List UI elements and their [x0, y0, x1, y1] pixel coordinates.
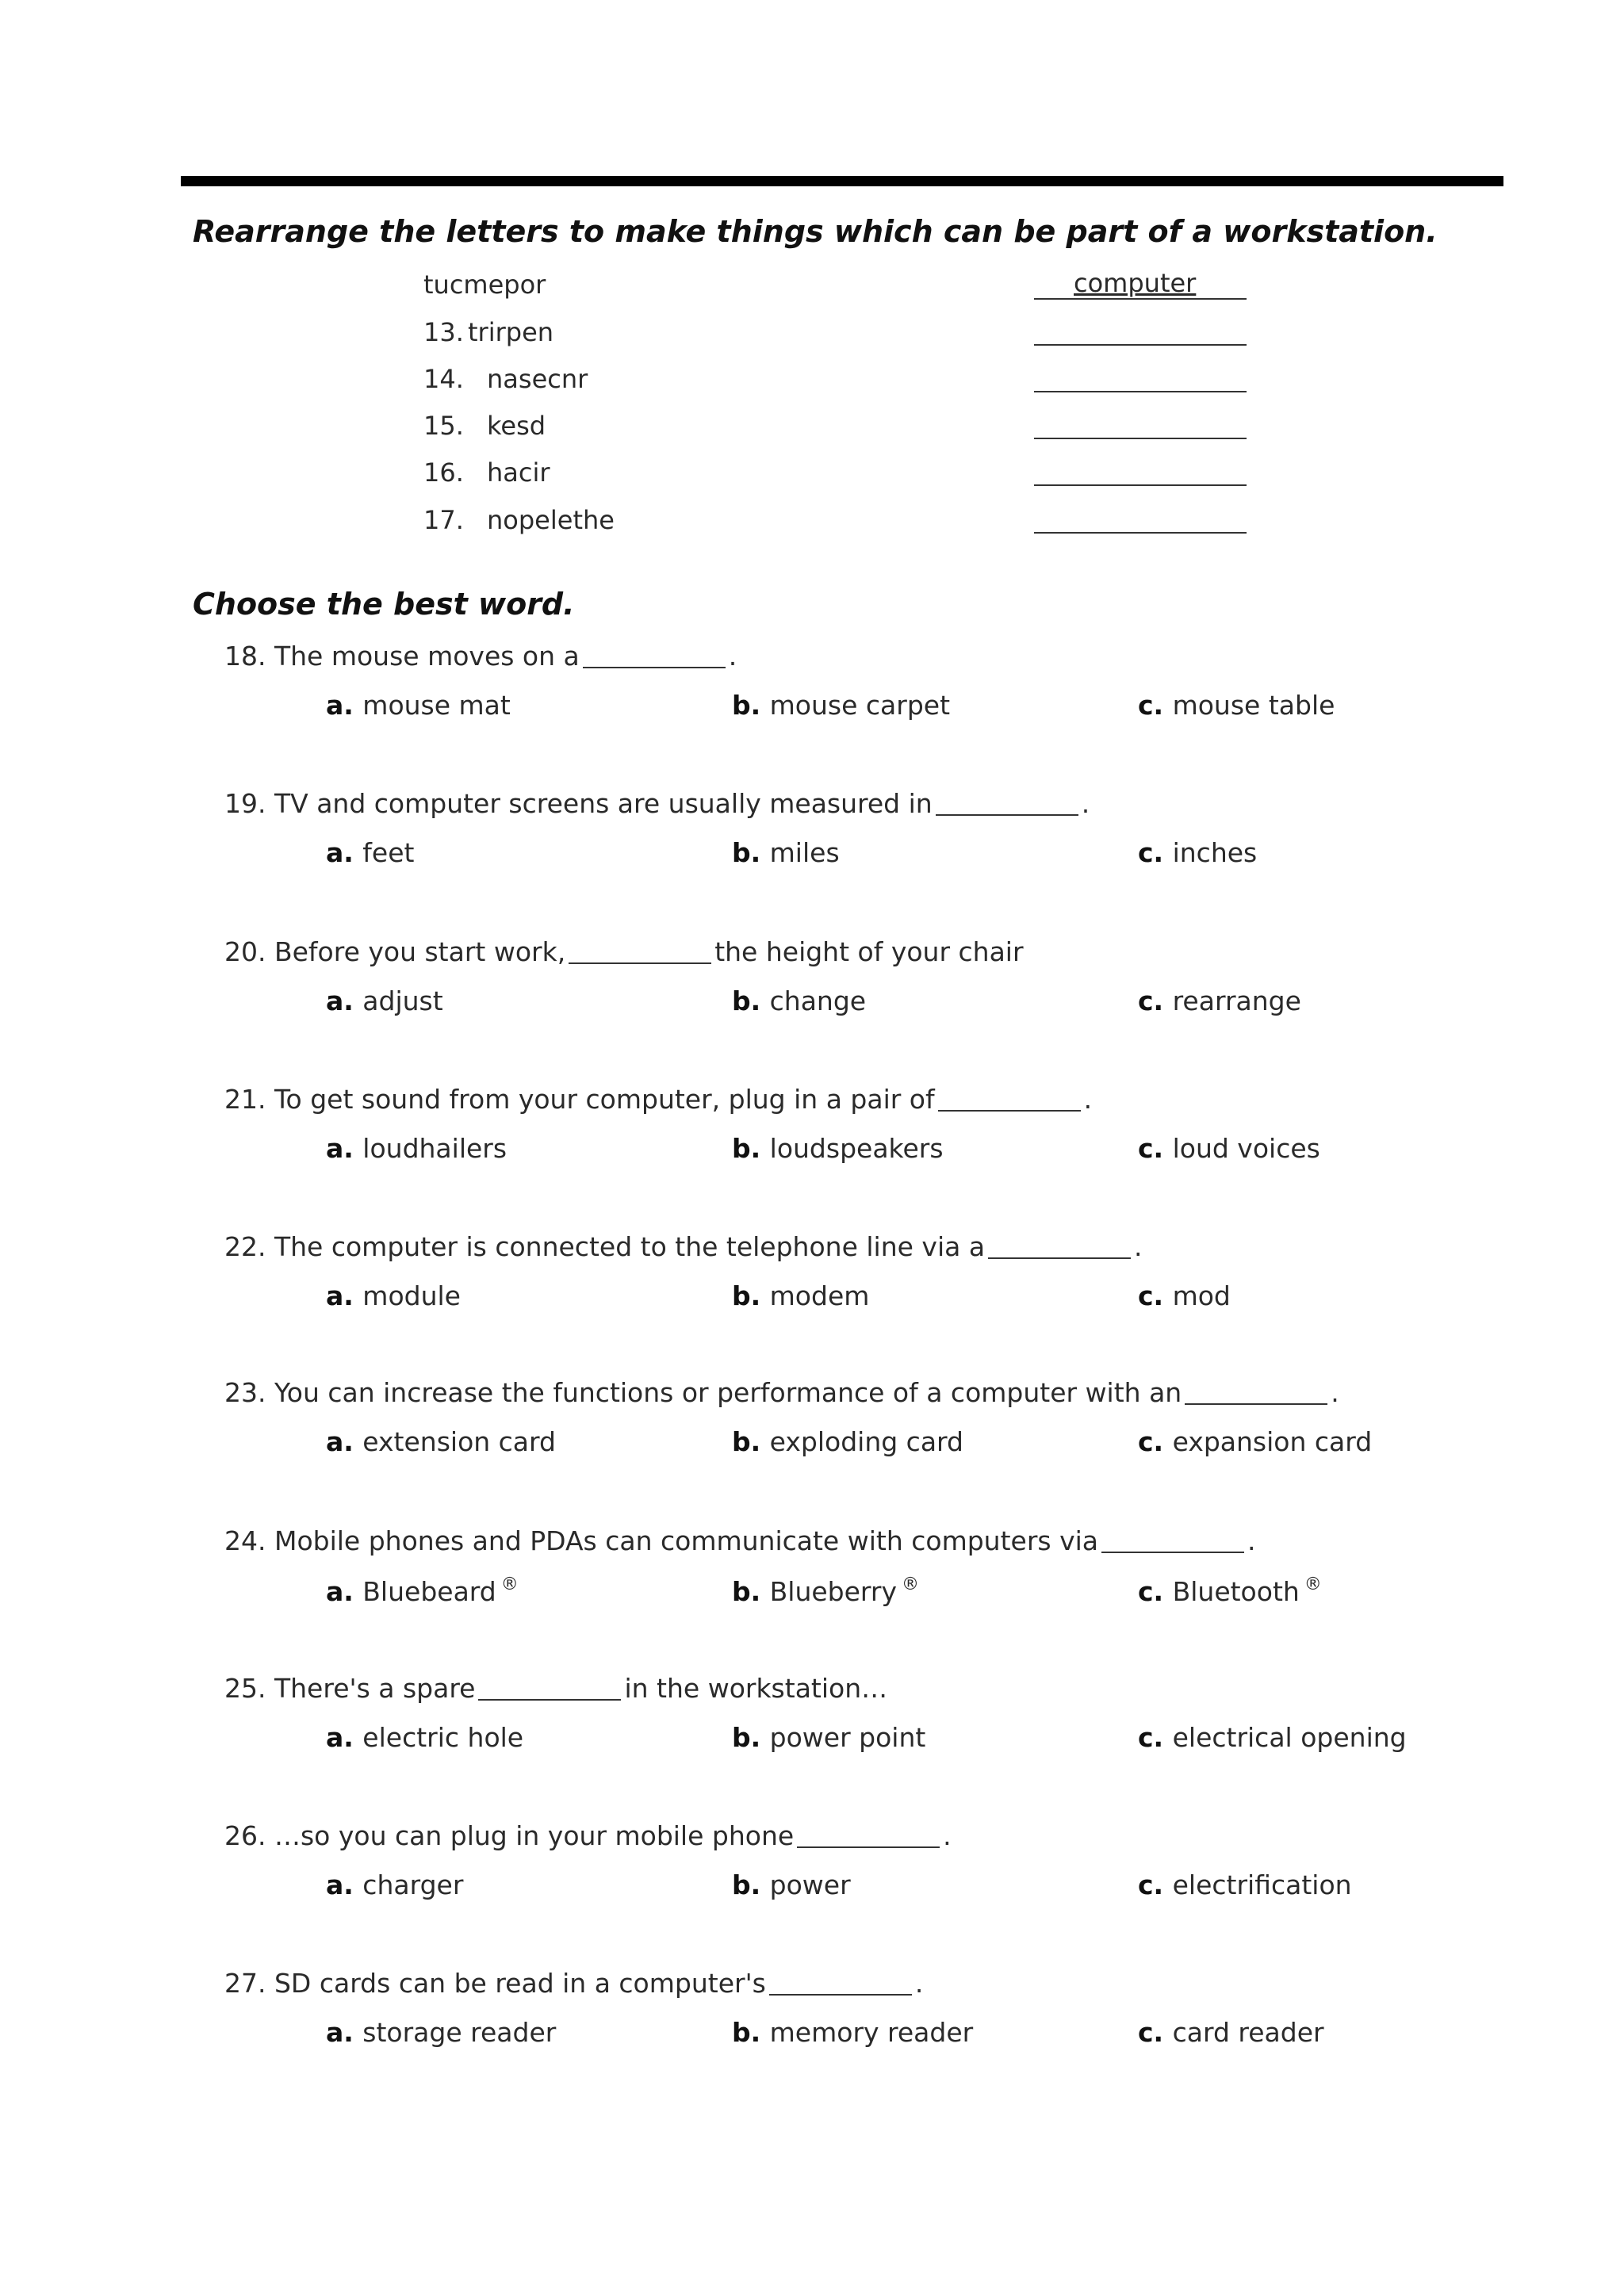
option-letter: b. [732, 690, 770, 721]
option-a[interactable] [326, 1133, 507, 1164]
question-stem: There's a spare [274, 1673, 476, 1704]
option-letter: b. [732, 1869, 770, 1900]
option-text: mouse carpet [769, 690, 951, 721]
option-text: extension card [362, 1426, 556, 1457]
question-21 [224, 1084, 1509, 1187]
question-22 [224, 1231, 1509, 1334]
scramble-number: 13. [423, 317, 464, 347]
option-letter: b. [732, 1426, 770, 1457]
question-stem: Mobile phones and PDAs can communicate with computers via [274, 1525, 1098, 1556]
question-stem-end: . [1134, 1231, 1143, 1262]
option-b[interactable] [732, 1575, 919, 1607]
option-a[interactable] [326, 1280, 461, 1311]
question-stem-end: the height of your chair [714, 936, 1024, 967]
scramble-example-row [423, 270, 1248, 309]
option-b[interactable] [732, 2017, 973, 2048]
option-a[interactable] [326, 690, 511, 721]
answer-blank[interactable] [478, 1699, 621, 1701]
option-text: electric hole [362, 1722, 524, 1753]
option-letter: b. [732, 985, 770, 1016]
option-text: miles [769, 837, 840, 868]
scramble-row [423, 317, 1248, 357]
question-stem: The computer is connected to the telephone line via a [274, 1231, 986, 1262]
answer-blank[interactable] [938, 1110, 1081, 1112]
option-letter: a. [326, 1280, 363, 1311]
option-text: power point [769, 1722, 926, 1753]
question-text [224, 641, 737, 672]
option-letter: b. [732, 837, 770, 868]
option-a[interactable] [326, 2017, 556, 2048]
question-number: 25. [224, 1673, 274, 1704]
answer-blank[interactable] [1034, 484, 1247, 486]
option-text: adjust [362, 985, 443, 1016]
option-letter: b. [732, 1280, 770, 1311]
option-letter: a. [326, 2017, 363, 2048]
option-b[interactable] [732, 1280, 869, 1311]
option-letter: a. [326, 1869, 363, 1900]
question-stem-end: . [914, 1968, 924, 1999]
question-18 [224, 641, 1509, 744]
option-text: Blueberry [769, 1576, 898, 1607]
option-b[interactable] [732, 1869, 851, 1900]
question-text [224, 936, 1024, 967]
question-stem-end: . [1247, 1525, 1256, 1556]
answer-blank[interactable] [769, 1994, 912, 1996]
question-24 [224, 1525, 1509, 1628]
scramble-example-word: tucmepor [423, 270, 546, 300]
registered-mark: ® [500, 1575, 519, 1594]
option-text: power [769, 1869, 851, 1900]
question-text [224, 1084, 1092, 1115]
scrambled-word: kesd [487, 411, 546, 441]
scramble-number: 15. [423, 411, 464, 441]
option-c[interactable] [1138, 1722, 1407, 1753]
scrambled-word: nopelethe [487, 505, 615, 535]
option-text: memory reader [769, 2017, 974, 2048]
question-number: 27. [224, 1968, 274, 1999]
option-text: electrical opening [1172, 1722, 1407, 1753]
option-text: mouse table [1172, 690, 1335, 721]
top-rule [181, 176, 1503, 186]
scramble-number: 16. [423, 457, 464, 488]
scrambled-word: nasecnr [487, 364, 588, 394]
question-number: 26. [224, 1820, 274, 1851]
question-stem: To get sound from your computer, plug in a pair of [274, 1084, 935, 1115]
question-number: 23. [224, 1377, 274, 1408]
example-answer: computer [1074, 268, 1197, 298]
option-letter: c. [1138, 1426, 1173, 1457]
option-text: mouse mat [362, 690, 511, 721]
option-c[interactable] [1138, 1280, 1231, 1311]
section-heading-choose: Choose the best word. [193, 587, 575, 622]
answer-blank[interactable] [988, 1257, 1131, 1259]
option-b[interactable] [732, 1133, 944, 1164]
answer-blank[interactable] [1185, 1403, 1327, 1405]
option-letter: b. [732, 2017, 770, 2048]
question-stem-end: . [1081, 788, 1090, 819]
option-c[interactable] [1138, 1133, 1320, 1164]
option-text: expansion card [1172, 1426, 1373, 1457]
option-text: loudspeakers [769, 1133, 944, 1164]
option-b[interactable] [732, 1426, 963, 1457]
option-text: exploding card [769, 1426, 963, 1457]
option-letter: a. [326, 985, 363, 1016]
question-stem-end: . [1083, 1084, 1093, 1115]
question-stem-end: in the workstation… [624, 1673, 888, 1704]
option-c[interactable] [1138, 1426, 1372, 1457]
section-heading-rearrange: Rearrange the letters to make things which can be part of a workstation. [193, 214, 1438, 249]
option-letter: c. [1138, 1133, 1173, 1164]
option-a[interactable] [326, 1575, 519, 1607]
answer-blank[interactable] [797, 1846, 940, 1848]
scrambled-word: trirpen [468, 317, 554, 347]
option-b[interactable] [732, 1722, 925, 1753]
option-letter: c. [1138, 1576, 1173, 1607]
option-b[interactable] [732, 690, 950, 721]
answer-blank[interactable] [1034, 438, 1247, 439]
option-text: Bluetooth [1172, 1576, 1300, 1607]
answer-blank[interactable] [1101, 1552, 1244, 1553]
answer-blank[interactable] [569, 962, 711, 964]
option-text: modem [769, 1280, 870, 1311]
scramble-row [423, 505, 1248, 545]
question-stem: …so you can plug in your mobile phone [274, 1820, 795, 1851]
question-stem: Before you start work, [274, 936, 566, 967]
option-text: rearrange [1172, 985, 1301, 1016]
option-letter: c. [1138, 985, 1173, 1016]
question-20 [224, 936, 1509, 1039]
scramble-number: 17. [423, 505, 464, 535]
question-stem: You can increase the functions or performance of a computer with an [274, 1377, 1182, 1408]
option-c[interactable] [1138, 2017, 1324, 2048]
option-text: charger [362, 1869, 464, 1900]
option-b[interactable] [732, 985, 866, 1016]
question-23 [224, 1377, 1509, 1480]
option-c[interactable] [1138, 1869, 1352, 1900]
option-letter: c. [1138, 1869, 1173, 1900]
option-letter: a. [326, 1576, 363, 1607]
option-letter: c. [1138, 2017, 1173, 2048]
question-26 [224, 1820, 1509, 1923]
option-c[interactable] [1138, 837, 1257, 868]
option-letter: b. [732, 1133, 770, 1164]
question-27 [224, 1968, 1509, 2071]
option-text: electrification [1172, 1869, 1352, 1900]
question-text [224, 1525, 1256, 1556]
question-text [224, 1377, 1339, 1408]
option-letter: b. [732, 1722, 770, 1753]
option-letter: c. [1138, 690, 1173, 721]
scramble-row [423, 457, 1248, 497]
option-a[interactable] [326, 985, 443, 1016]
question-stem: SD cards can be read in a computer's [274, 1968, 766, 1999]
scramble-row [423, 411, 1248, 450]
question-stem-end: . [728, 641, 737, 672]
question-number: 21. [224, 1084, 274, 1115]
scramble-number: 14. [423, 364, 464, 394]
option-text: card reader [1172, 2017, 1324, 2048]
option-a[interactable] [326, 837, 414, 868]
question-text [224, 1673, 887, 1704]
option-text: loud voices [1172, 1133, 1320, 1164]
registered-mark: ® [902, 1575, 920, 1594]
option-a[interactable] [326, 1426, 556, 1457]
scrambled-word: hacir [487, 457, 550, 488]
answer-blank[interactable] [583, 667, 726, 668]
option-letter: b. [732, 1576, 770, 1607]
answer-blank[interactable] [936, 814, 1078, 816]
option-letter: c. [1138, 837, 1173, 868]
option-letter: a. [326, 837, 363, 868]
question-stem-end: . [1331, 1377, 1339, 1408]
question-19 [224, 788, 1509, 891]
option-letter: a. [326, 690, 363, 721]
option-letter: a. [326, 1722, 363, 1753]
question-text [224, 1820, 952, 1851]
question-number: 19. [224, 788, 274, 819]
question-text [224, 1968, 923, 1999]
question-text [224, 788, 1090, 819]
registered-mark: ® [1304, 1575, 1322, 1594]
option-letter: a. [326, 1133, 363, 1164]
question-25 [224, 1673, 1509, 1776]
answer-blank[interactable] [1034, 344, 1247, 346]
option-text: change [769, 985, 867, 1016]
option-text: loudhailers [362, 1133, 508, 1164]
question-stem-end: . [943, 1820, 952, 1851]
option-text: feet [362, 837, 415, 868]
question-stem: TV and computer screens are usually measured in [274, 788, 933, 819]
answer-blank[interactable] [1034, 391, 1247, 392]
option-a[interactable] [326, 1722, 523, 1753]
option-text: mod [1172, 1280, 1231, 1311]
option-b[interactable] [732, 837, 840, 868]
option-a[interactable] [326, 1869, 463, 1900]
answer-blank[interactable] [1034, 532, 1247, 534]
option-letter: c. [1138, 1280, 1173, 1311]
answer-line [1034, 298, 1247, 300]
scramble-row [423, 364, 1248, 404]
question-number: 18. [224, 641, 274, 672]
question-number: 22. [224, 1231, 274, 1262]
question-text [224, 1231, 1143, 1262]
question-stem: The mouse moves on a [274, 641, 580, 672]
option-letter: c. [1138, 1722, 1173, 1753]
option-c[interactable] [1138, 985, 1301, 1016]
option-c[interactable] [1138, 1575, 1322, 1607]
option-text: inches [1172, 837, 1258, 868]
option-text: Bluebeard [362, 1576, 496, 1607]
question-number: 20. [224, 936, 274, 967]
option-letter: a. [326, 1426, 363, 1457]
option-text: module [362, 1280, 461, 1311]
option-text: storage reader [362, 2017, 557, 2048]
question-number: 24. [224, 1525, 274, 1556]
option-c[interactable] [1138, 690, 1335, 721]
